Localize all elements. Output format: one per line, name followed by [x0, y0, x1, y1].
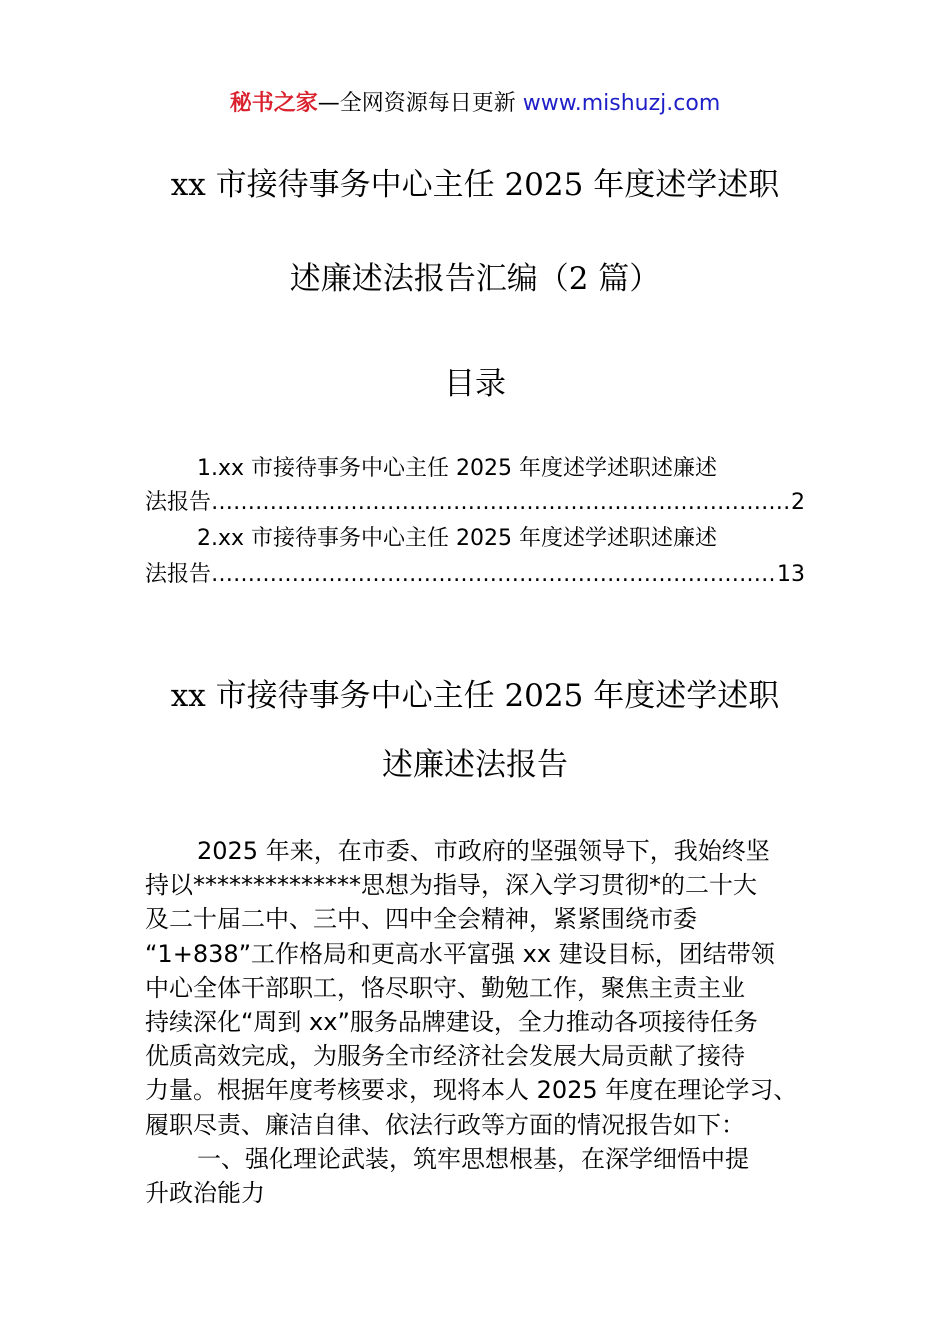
toc-item-1-title-tail: 法报告 [145, 490, 212, 515]
article-title-line-1: xx 市接待事务中心主任 2025 年度述学述职 [170, 678, 780, 714]
article-title-line-2: 述廉述法报告 [382, 747, 568, 783]
body-line: 持以**************思想为指导，深入学习贯彻*的二十大 [145, 871, 757, 900]
toc-leader-dots [211, 486, 791, 520]
article-body [145, 834, 825, 1210]
body-line: 及二十届二中、三中、四中全会精神，紧紧围绕市委 [145, 905, 697, 934]
brand-name: 秘书之家 [229, 91, 318, 116]
toc-item-1-page-number: 2 [791, 490, 805, 515]
body-line: 持续深化“周到 xx”服务品牌建设，全力推动各项接待任务 [145, 1008, 758, 1037]
body-line: 2025 年来，在市委、市政府的坚强领导下，我始终坚 [197, 837, 770, 865]
document-title-line-2: 述廉述法报告汇编（2 篇） [289, 261, 661, 297]
document-title-line-1: xx 市接待事务中心主任 2025 年度述学述职 [170, 167, 780, 203]
toc-leader-dots [211, 558, 777, 592]
body-line: 履职尽责、廉洁自律、依法行政等方面的情况报告如下： [145, 1110, 745, 1139]
toc-heading: 目录 [444, 366, 506, 402]
section-heading-line-1: 一、强化理论武装，筑牢思想根基，在深学细悟中提 [197, 1144, 749, 1173]
toc-item-2-line-2[interactable] [145, 558, 805, 592]
header-tagline: —全网资源每日更新 [317, 91, 523, 116]
toc-item-2-title-tail: 法报告 [145, 562, 212, 587]
body-line: “1+838”工作格局和更高水平富强 xx 建设目标，团结带领 [145, 939, 775, 968]
body-line: 优质高效完成，为服务全市经济社会发展大局贡献了接待 [145, 1042, 745, 1071]
toc-item-2-page-number: 13 [777, 562, 805, 587]
site-url-link[interactable]: www.mishuzj.com [522, 91, 721, 116]
toc-item-1-line-2[interactable] [145, 486, 805, 520]
section-heading-line-2: 升政治能力 [145, 1179, 265, 1208]
toc-item-1-line-1[interactable]: 1.xx 市接待事务中心主任 2025 年度述学述职述廉述 [197, 456, 717, 481]
body-line: 中心全体干部职工，恪尽职守、勤勉工作，聚焦主责主业 [145, 973, 745, 1002]
site-header [0, 88, 950, 120]
body-line: 力量。根据年度考核要求，现将本人 2025 年度在理论学习、 [145, 1076, 798, 1105]
toc-item-2-line-1[interactable]: 2.xx 市接待事务中心主任 2025 年度述学述职述廉述 [197, 526, 717, 551]
